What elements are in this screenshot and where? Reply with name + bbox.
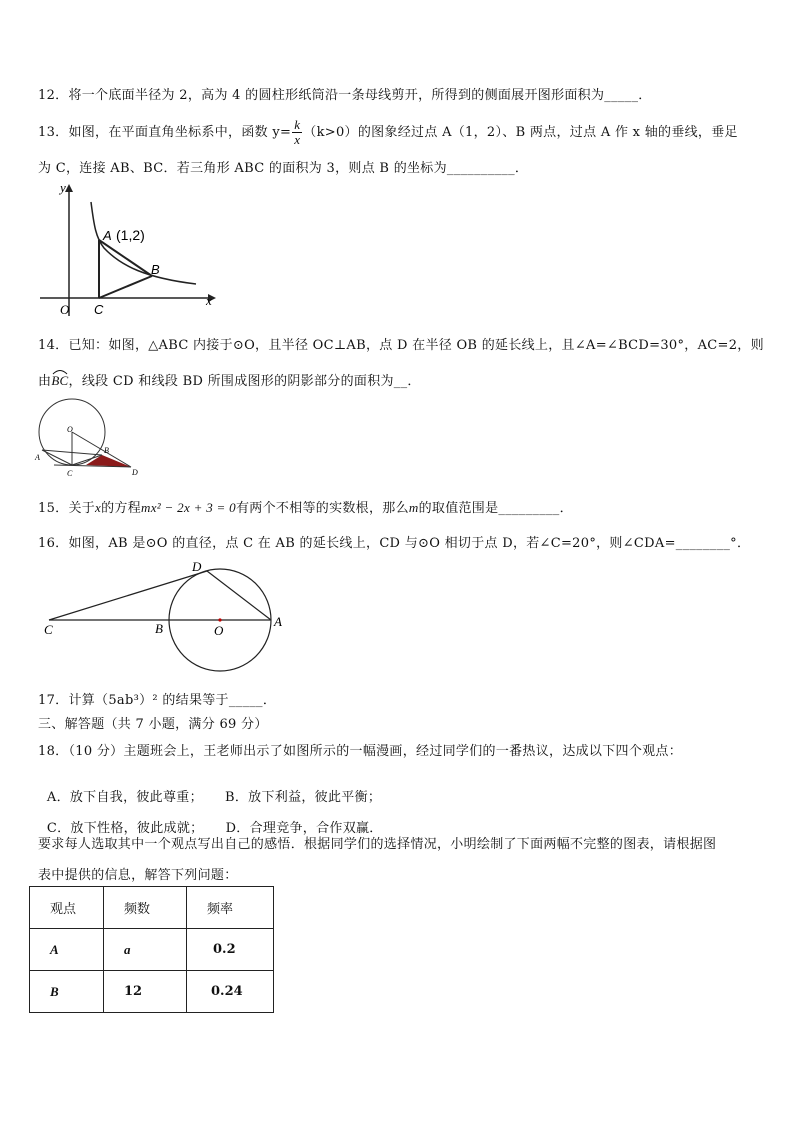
question-16: [38, 532, 750, 551]
table-cell: 0.2: [187, 929, 274, 971]
question-17: [38, 689, 276, 708]
shaded-region: [86, 455, 131, 467]
question-15-mid: 的方程: [101, 501, 142, 516]
table-cell: 0.24: [187, 971, 274, 1013]
question-14-line-2: [38, 370, 421, 389]
equation: mx² − 2x + 3 = 0: [141, 500, 236, 515]
segment-ab: [99, 240, 152, 276]
y-axis-arrow: [65, 184, 73, 192]
fraction-denominator: x: [294, 132, 301, 147]
question-18-text-5: 表中提供的信息，解答下列问题：: [38, 868, 238, 883]
fraction-k-over-x: [292, 118, 302, 147]
question-13-text-a: 13．如图，在平面直角坐标系中，函数 y=: [38, 125, 292, 140]
table-row: [30, 971, 274, 1013]
question-15-post: 有两个不相等的实数根，那么: [235, 501, 409, 516]
table-header-row: [30, 887, 274, 929]
table-cell: B: [30, 971, 104, 1013]
label-o: O: [214, 623, 224, 638]
label-point-b: B: [151, 262, 160, 277]
hyperbola-curve: [91, 202, 196, 284]
question-13-line-1: [38, 118, 738, 147]
question-17-text: 17．计算（5ab³）² 的结果等于_____．: [38, 693, 277, 708]
label-b: B: [104, 446, 109, 455]
segment-bc: [99, 276, 152, 298]
q13-figure: [36, 178, 226, 318]
question-12-text: 12．将一个底面半径为 2，高为 4 的圆柱形纸筒沿一条母线剪开，所得到的侧面展开图形面积为_____．: [38, 88, 652, 103]
arc-bc: [51, 373, 68, 389]
table-row: [30, 929, 274, 971]
question-16-text: 16．如图，AB 是⊙O 的直径，点 C 在 AB 的延长线上，CD 与⊙O 相切于点 D，若∠C=20°，则∠CDA=________°．: [38, 536, 751, 551]
question-18-text-1: 18．（10 分）主题班会上，王老师出示了如图所示的一幅漫画，经过同学们的一番热议，达成以下四个观点：: [38, 744, 683, 759]
table-cell: A: [30, 929, 104, 971]
question-13-line-2: [38, 157, 528, 176]
label-d: D: [192, 559, 202, 574]
section-3-text: 三、解答题（共 7 小题，满分 69 分）: [38, 717, 268, 732]
question-18-line-4: [38, 833, 716, 852]
question-12: [38, 84, 652, 103]
label-y: y: [60, 180, 66, 195]
question-18-line-3: [38, 802, 383, 836]
question-14-line-1: [38, 334, 764, 353]
variable-x: x: [95, 500, 102, 515]
tangent-cd: [49, 571, 207, 620]
label-point-c: C: [94, 302, 104, 317]
label-o: O: [67, 425, 73, 434]
header-cell: 频数: [104, 887, 187, 929]
q16-figure: [40, 556, 290, 672]
header-cell: 观点: [30, 887, 104, 929]
question-14-text: 14．已知：如图，△ABC 内接于⊙O，且半径 OC⊥AB，点 D 在半径 OB 的延长线上，且∠A=∠BCD=30°，AC=2，则: [38, 338, 764, 353]
label-point-a: A: [103, 228, 112, 243]
section-3-heading: [38, 713, 268, 732]
q14-figure: [34, 398, 144, 478]
question-14-text-2b: ，线段 CD 和线段 BD 所围成图形的阴影部分的面积为__．: [68, 374, 421, 389]
question-15: [38, 497, 573, 516]
variable-m: m: [408, 500, 419, 515]
table-cell: 12: [104, 971, 187, 1013]
label-c: C: [67, 469, 73, 478]
question-13-text-b: （k>0）的图象经过点 A（1，2）、B 两点，过点 A 作 x 轴的垂线，垂足: [303, 125, 738, 140]
fraction-numerator: k: [294, 117, 301, 132]
frequency-table: [29, 886, 274, 1013]
label-origin: O: [60, 302, 70, 317]
question-18-text-4: 要求每人选取其中一个观点写出自己的感悟．根据同学们的选择情况，小明绘制了下面两幅不完整的图表，请根据图: [38, 837, 717, 852]
chord-da: [207, 571, 271, 620]
question-18-line-5: [38, 864, 238, 883]
question-18-line-1: [38, 740, 682, 759]
label-c: C: [44, 622, 53, 637]
label-a: A: [274, 614, 282, 629]
table-cell: a: [104, 929, 187, 971]
label-b: B: [155, 621, 163, 636]
arc-symbol-icon: [52, 369, 68, 375]
question-18-text-2: A．放下自我，彼此尊重； B．放下利益，彼此平衡；: [46, 790, 382, 805]
question-18-line-2: [38, 771, 381, 805]
question-13-text-2: 为 C，连接 AB、BC．若三角形 ABC 的面积为 3，则点 B 的坐标为__________．: [38, 161, 529, 176]
question-14-text-2a: 由: [38, 374, 52, 389]
question-18-text-3: C．放下性格，彼此成就； D．合理竞争，合作双赢．: [46, 821, 383, 836]
label-point-a-coord: (1,2): [116, 227, 145, 243]
question-15-pre: 15．关于: [38, 501, 96, 516]
center-dot: [218, 618, 221, 621]
arc-bc-label: BC: [51, 373, 69, 388]
question-15-end: 的取值范围是_________．: [418, 501, 573, 516]
label-x: x: [206, 293, 212, 308]
label-a: A: [35, 453, 40, 462]
label-d: D: [132, 468, 138, 477]
header-cell: 频率: [187, 887, 274, 929]
